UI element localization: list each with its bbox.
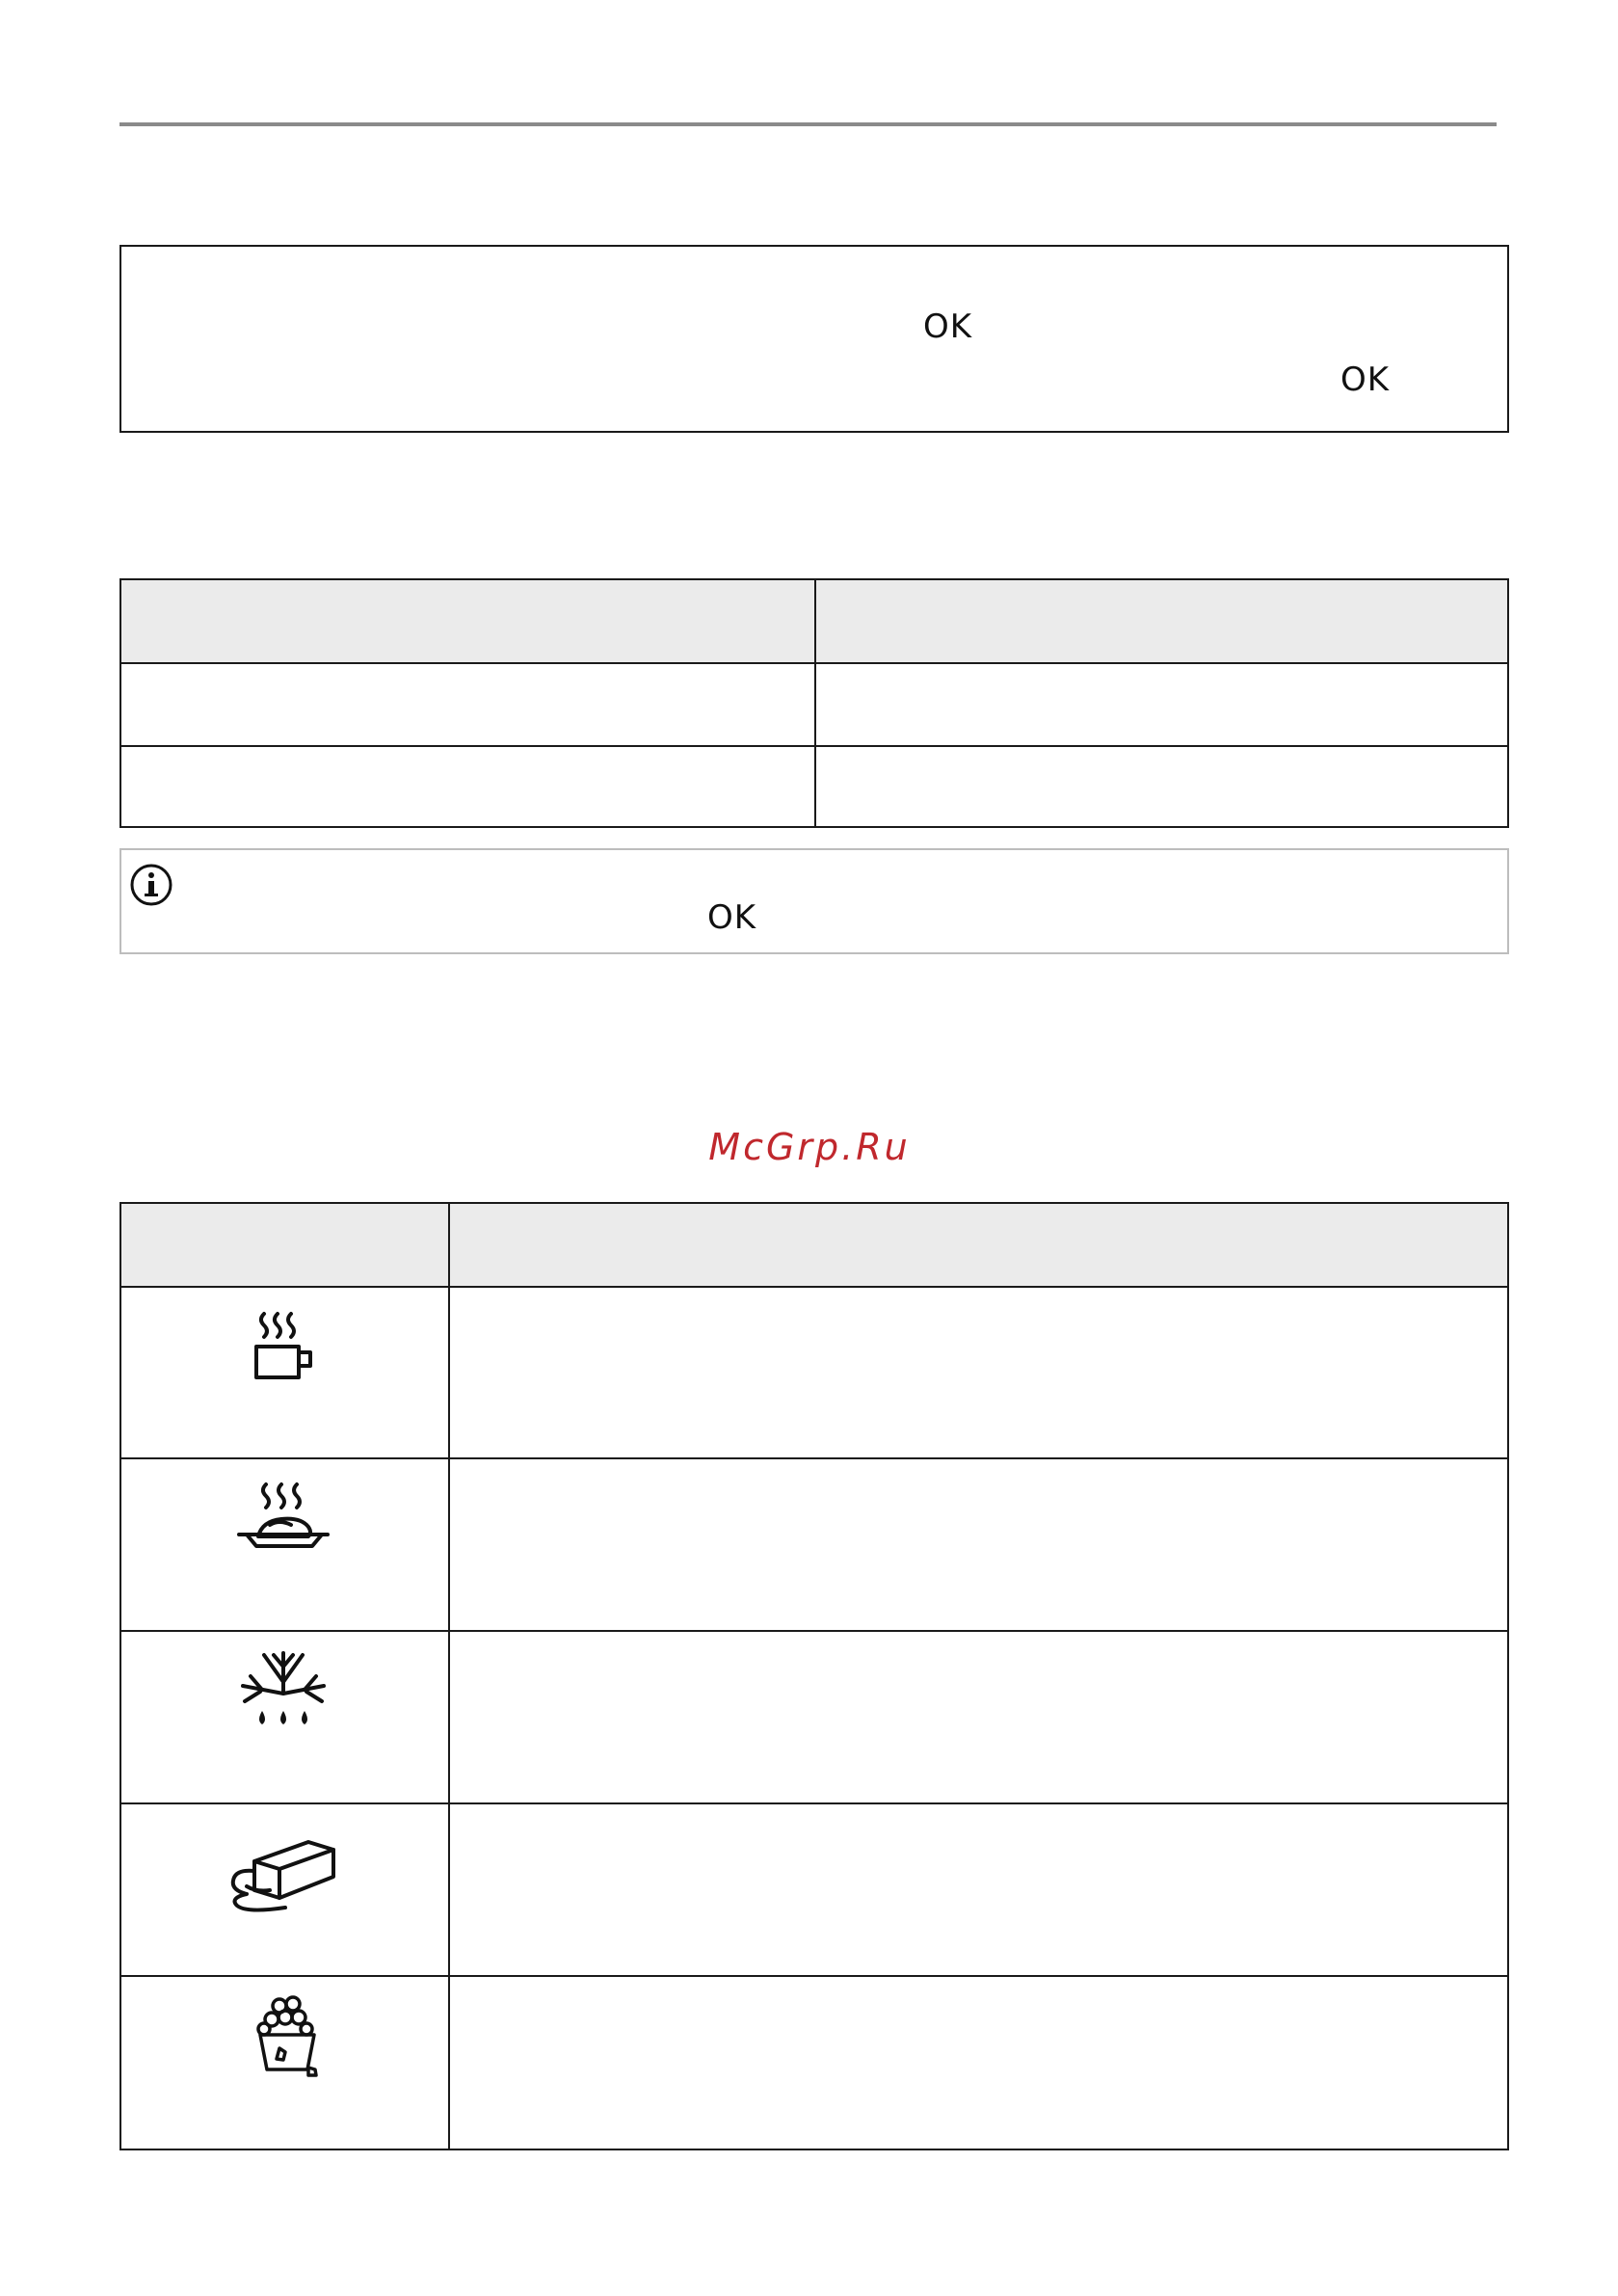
table-header-row [121, 1204, 1507, 1288]
instruction-box [119, 245, 1509, 433]
hot-dish-icon [231, 1479, 337, 1565]
ok-label: OK [1340, 360, 1391, 399]
table-row-divider [121, 1457, 1507, 1459]
function-table [119, 1202, 1509, 2150]
melting-butter-icon [225, 1823, 341, 1919]
ok-label: OK [707, 898, 757, 937]
hot-drink-icon [243, 1308, 330, 1385]
ok-label: OK [923, 307, 973, 346]
table-row-divider [121, 1630, 1507, 1632]
popcorn-icon [251, 1994, 328, 2091]
watermark-text: McGrp.Ru [708, 1126, 911, 1168]
table-row-divider [121, 1802, 1507, 1804]
settings-table [119, 578, 1509, 828]
info-icon [129, 863, 173, 907]
table-row-divider [121, 1975, 1507, 1977]
info-note [119, 848, 1509, 954]
table-column-divider [814, 580, 816, 826]
table-column-divider [448, 1204, 450, 2149]
defrost-icon [235, 1647, 332, 1744]
top-rule [119, 122, 1497, 126]
